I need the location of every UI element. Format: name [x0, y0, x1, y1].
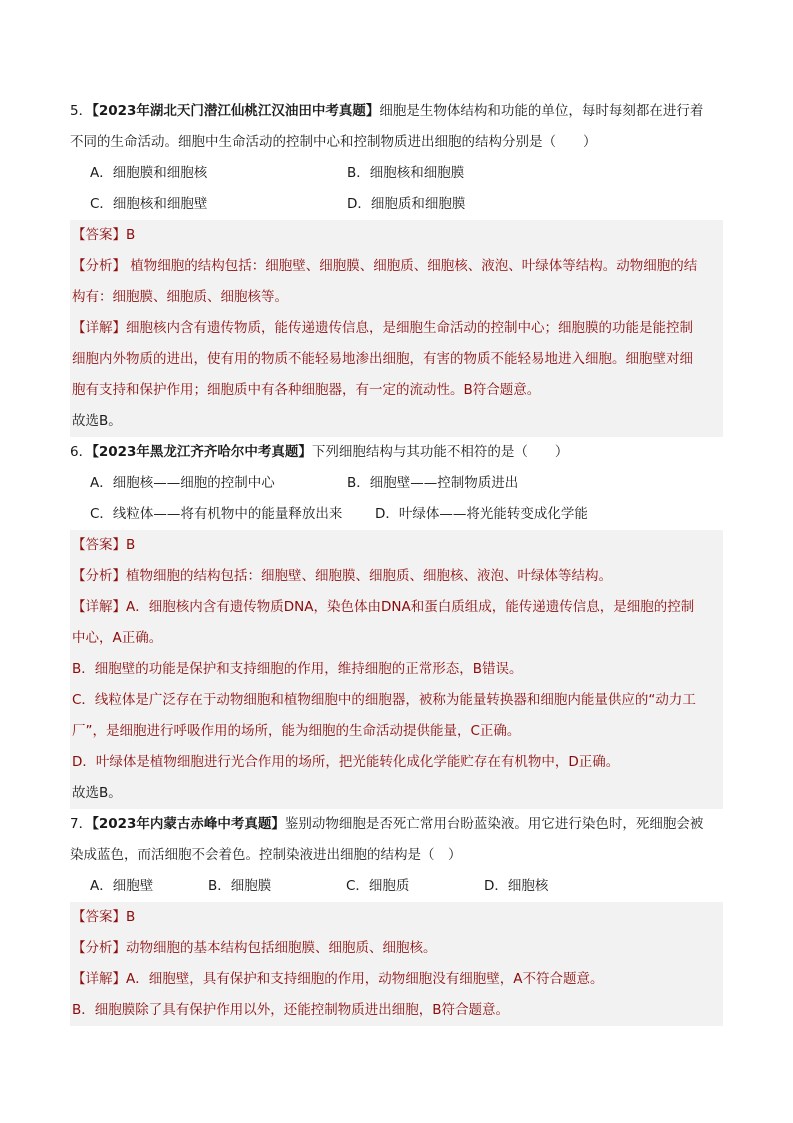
question-6 [70, 437, 723, 809]
option-d: D．叶绿体——将光能转变成化学能 [375, 506, 588, 522]
answer-line: 【答案】B [72, 909, 136, 925]
detail-b: B．细胞壁的功能是保护和支持细胞的作用，维持细胞的正常形态，B错误。 [72, 661, 523, 677]
analysis-line: 【分析】植物细胞的结构包括：细胞壁、细胞膜、细胞质、细胞核、液泡、叶绿体等结构。 [72, 568, 612, 584]
question-5-options [70, 158, 723, 220]
option-b: B．细胞膜 [208, 878, 272, 894]
document-page [70, 96, 723, 1026]
option-d: D．细胞质和细胞膜 [347, 196, 466, 212]
question-6-source: 【2023年黑龙江齐齐哈尔中考真题】 [92, 444, 312, 460]
final-answer: 故选B。 [72, 785, 122, 801]
option-d: D．细胞核 [484, 878, 549, 894]
detail-line: 【详解】细胞核内含有遗传物质，能传递遗传信息，是细胞生命活动的控制中心；细胞膜的功能是能控制 细胞内外物质的进出，使有用的物质不能轻易地渗出细胞，有害的物质不能轻易地进入细胞。细胞壁对细 胞有支持和保护作用；细胞质中有各种细胞器，有一定的流动性。B符合题意。 [72, 320, 693, 398]
answer-line: 【答案】B [72, 537, 136, 553]
analysis-line: 【分析】 植物细胞的结构包括：细胞壁、细胞膜、细胞质、细胞核、液泡、叶绿体等结构。动物细胞的结 构有：细胞膜、细胞质、细胞核等。 [72, 258, 698, 305]
question-5 [70, 96, 723, 437]
final-answer: 故选B。 [72, 413, 122, 429]
option-b: B．细胞壁——控制物质进出 [347, 475, 519, 491]
question-6-stem: 6．【2023年黑龙江齐齐哈尔中考真题】下列细胞结构与其功能不相符的是（ ） [70, 444, 569, 460]
answer-line: 【答案】B [72, 227, 136, 243]
detail-b: B．细胞膜除了具有保护作用以外，还能控制物质进出细胞，B符合题意。 [72, 1002, 510, 1018]
question-5-source: 【2023年湖北天门潜江仙桃江汉油田中考真题】 [92, 103, 380, 119]
option-a: A．细胞壁 [90, 878, 154, 894]
question-7-stem: 7．【2023年内蒙古赤峰中考真题】鉴别动物细胞是否死亡常用台盼蓝染液。用它进行染色时，死细胞会被 染成蓝色，而活细胞不会着色。控制染液进出细胞的结构是（ ） [70, 816, 704, 863]
detail-d: D．叶绿体是植物细胞进行光合作用的场所，把光能转化成化学能贮存在有机物中，D正确。 [72, 754, 620, 770]
option-b: B．细胞核和细胞膜 [347, 165, 465, 181]
option-a: A．细胞膜和细胞核 [90, 165, 208, 181]
question-7-options [70, 871, 723, 902]
detail-line: 【详解】A．细胞壁，具有保护和支持细胞的作用，动物细胞没有细胞壁，A不符合题意。 [72, 971, 604, 987]
option-c: C．细胞核和细胞壁 [90, 196, 208, 212]
question-7 [70, 809, 723, 1026]
question-6-solution [70, 530, 723, 809]
option-c: C．细胞质 [346, 878, 410, 894]
question-6-options [70, 468, 723, 530]
question-5-solution [70, 220, 723, 437]
analysis-line: 【分析】动物细胞的基本结构包括细胞膜、细胞质、细胞核。 [72, 940, 437, 956]
question-5-stem: 5．【2023年湖北天门潜江仙桃江汉油田中考真题】细胞是生物体结构和功能的单位，每时每刻都在进行着 不同的生命活动。细胞中生命活动的控制中心和控制物质进出细胞的结构分别是（ ） [70, 103, 704, 150]
option-c: C．线粒体——将有机物中的能量释放出来 [90, 506, 343, 522]
option-a: A．细胞核——细胞的控制中心 [90, 475, 275, 491]
question-7-source: 【2023年内蒙古赤峰中考真题】 [92, 816, 285, 832]
detail-c: C．线粒体是广泛存在于动物细胞和植物细胞中的细胞器，被称为能量转换器和细胞内能量供应的“动力工 厂”，是细胞进行呼吸作用的场所，能为细胞的生命活动提供能量，C正确。 [72, 692, 696, 739]
question-7-solution [70, 902, 723, 1026]
detail-line: 【详解】A．细胞核内含有遗传物质DNA，染色体由DNA和蛋白质组成，能传递遗传信息，是细胞的控制 中心，A正确。 [72, 599, 695, 646]
